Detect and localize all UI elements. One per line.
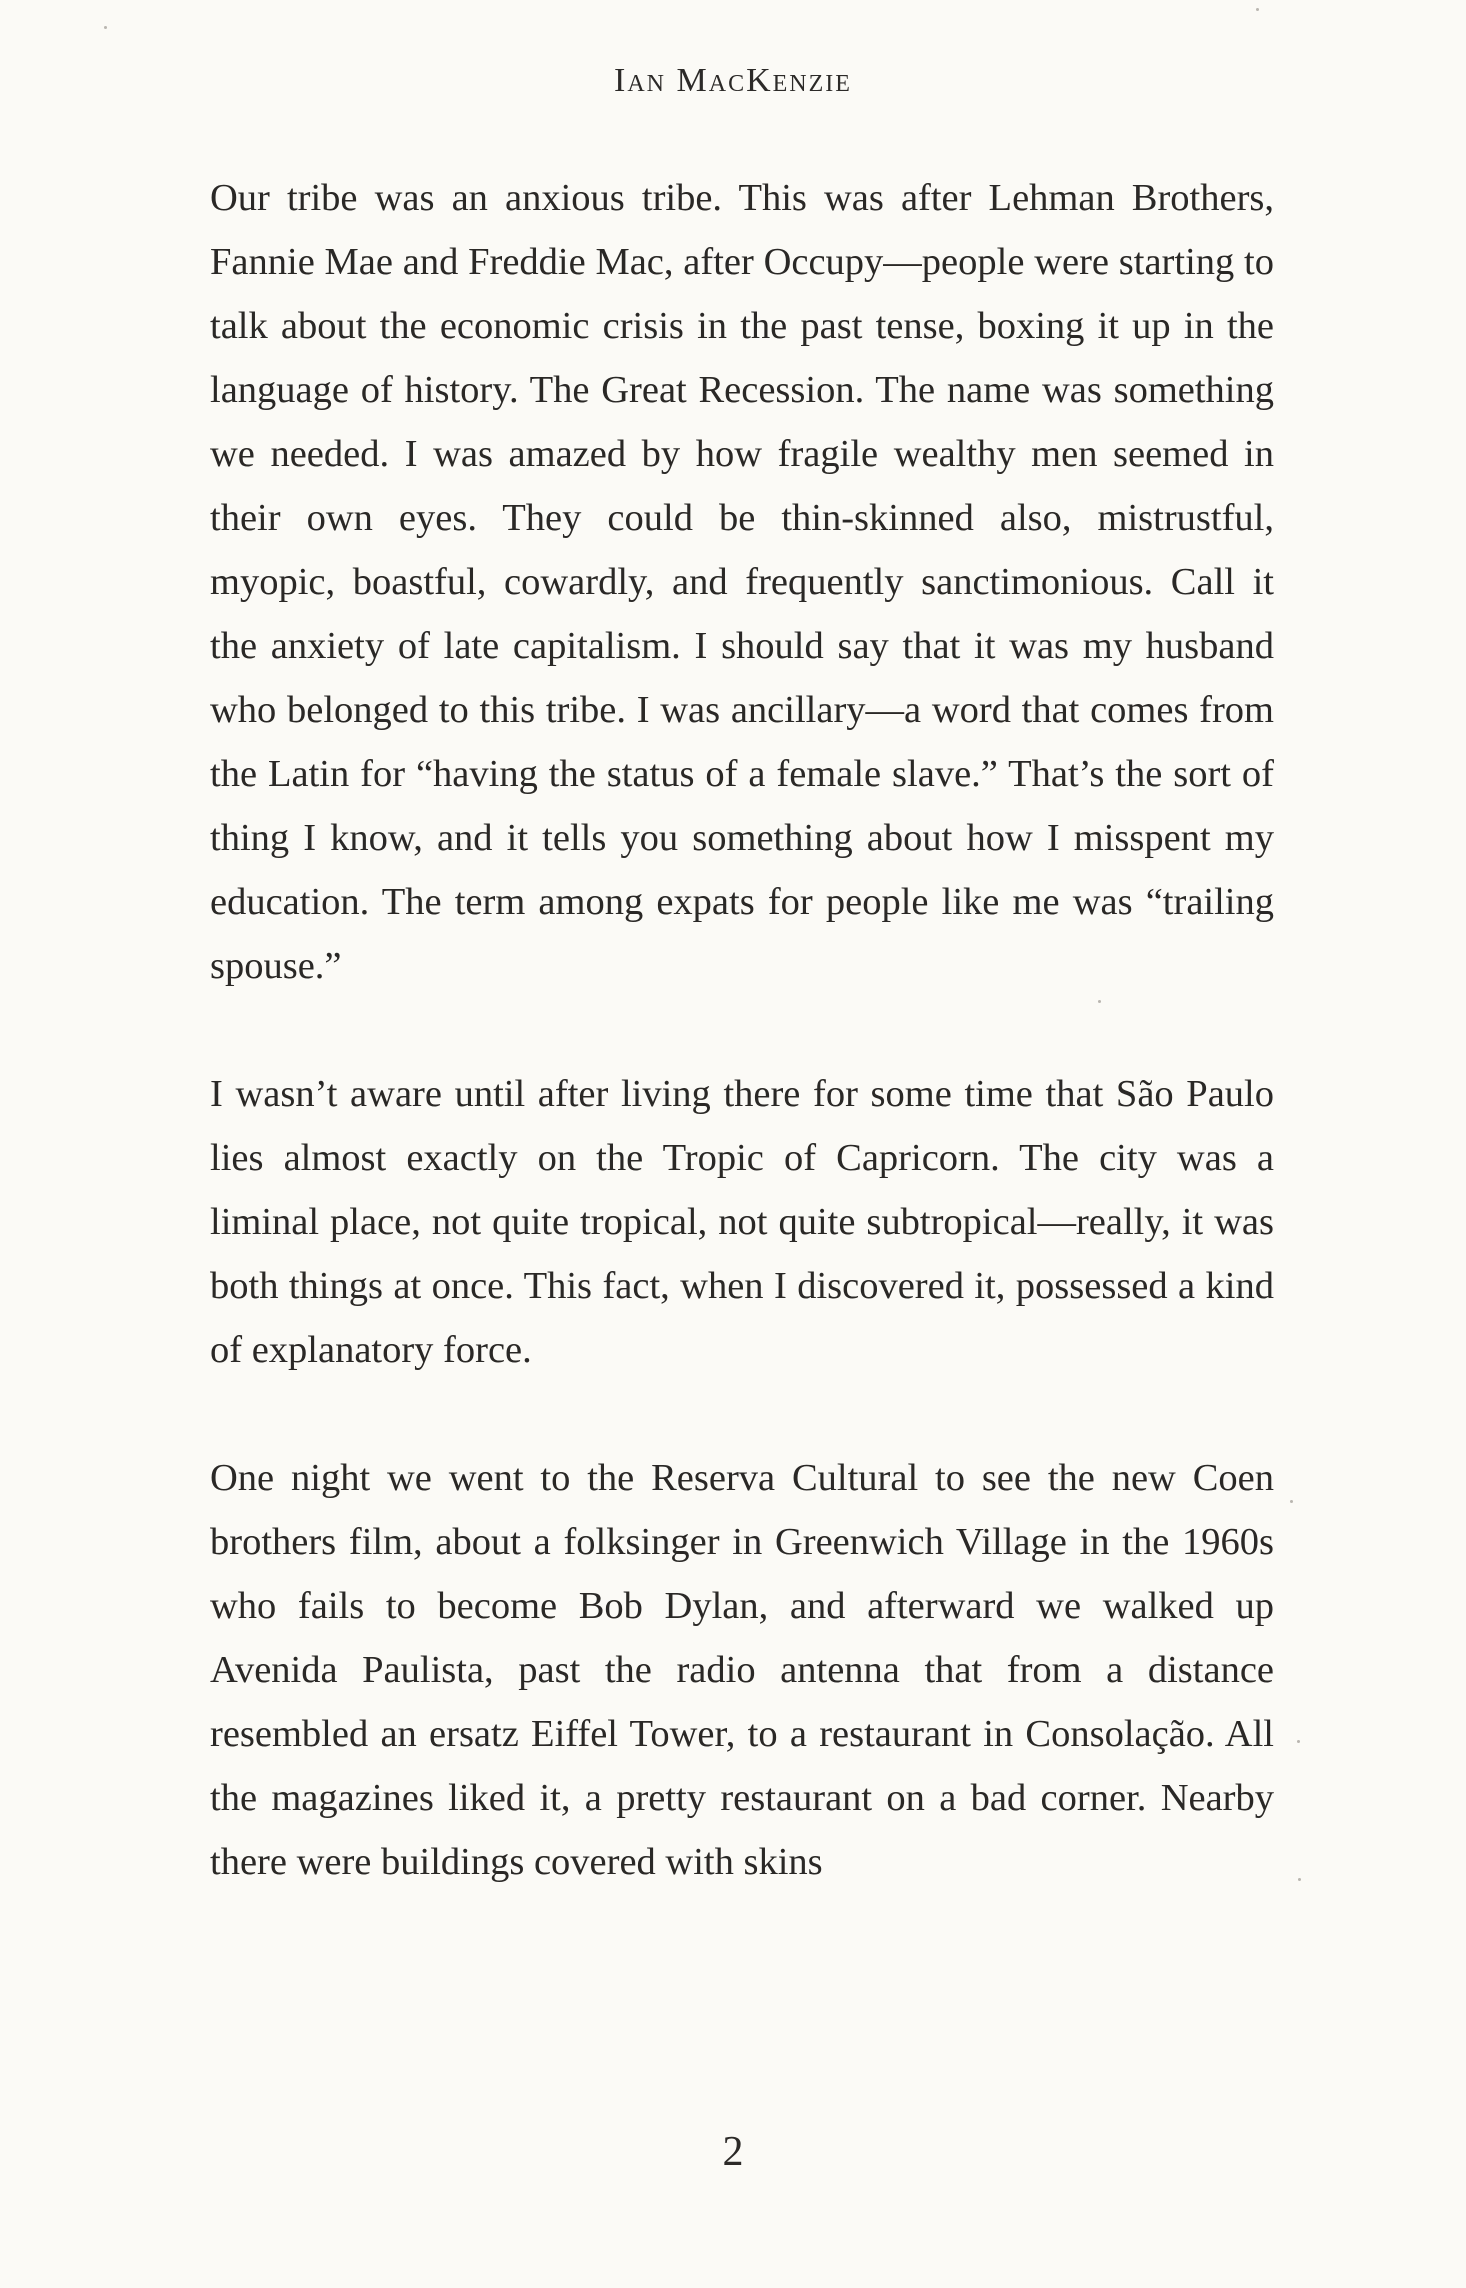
page-number: 2 — [722, 2129, 744, 2175]
paragraph-coen-brothers: One night we went to the Reserva Cultural to see the new Coen brothers film, about a folksinger in Greenwich Village in the 1960s who fails to become Bob Dylan, and afterward we walked up Avenida Paulista, past the radio antenna that from a distance resembled an ersatz Eiffel Tower, to a restaurant in Consolação. All the magazines liked it, a pretty restaurant on a bad corner. Nearby there were buildings covered with skins — [210, 1457, 1274, 1883]
running-head: Ian MacKenzie — [614, 62, 852, 99]
paper-speck — [104, 26, 107, 29]
paper-speck — [1298, 1878, 1301, 1881]
paragraph-tribe: Our tribe was an anxious tribe. This was after Lehman Brothers, Fannie Mae and Freddie Mac, after Occupy—people were starting to talk about the economic crisis in the past tense, boxing it up in the language of history. The Great Recession. The name was something we needed. I was amazed by how fragile wealthy men seemed in their own eyes. They could be thin-skinned also, mistrustful, myopic, boastful, cowardly, and frequently sanctimonious. Call it the anxiety of late capitalism. I should say that it was my husband who belonged to this tribe. I was ancillary—a word that comes from the Latin for “having the status of a female slave.” That’s the sort of thing I know, and it tells you something about how I misspent my education. The term among expats for people like me was “trailing spouse.” — [210, 177, 1274, 987]
paper-speck — [1256, 8, 1259, 11]
paper-speck — [1290, 1500, 1293, 1503]
paragraph-sao-paulo: I wasn’t aware until after living there for some time that São Paulo lies almost exactly on the Tropic of Capricorn. The city was a liminal place, not quite tropical, not quite subtropical—really, it was both things at once. This fact, when I discovered it, possessed a kind of explanatory force. — [210, 1073, 1274, 1371]
paper-speck — [1297, 1740, 1300, 1743]
paper-speck — [1098, 1000, 1101, 1003]
body-text — [210, 166, 1274, 1894]
